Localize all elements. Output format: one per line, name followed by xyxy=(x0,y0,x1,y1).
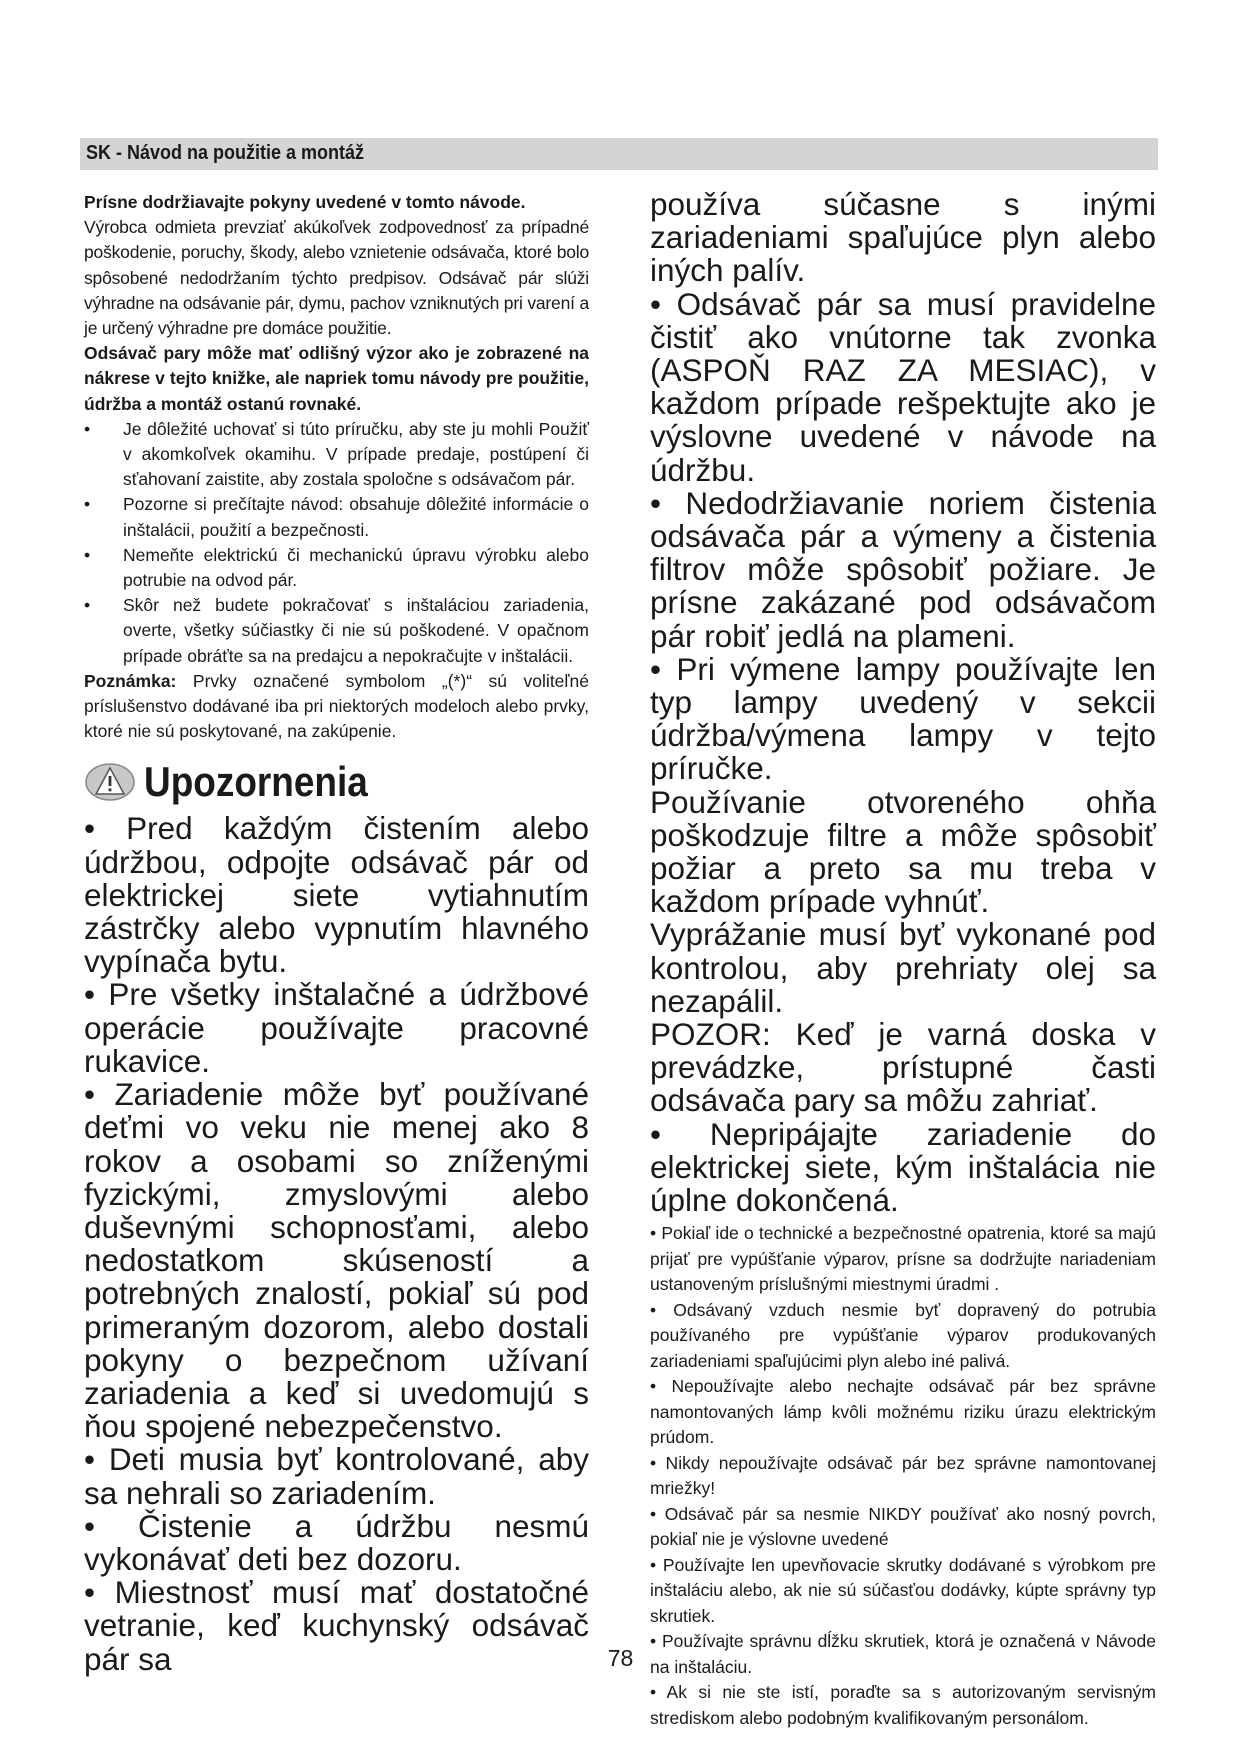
warnings-heading xyxy=(84,756,589,808)
bullet-icon: • xyxy=(84,595,91,616)
warning-paragraph: • Deti musia byť kontrolované, aby sa nehrali so zariadením. xyxy=(84,1441,589,1511)
section-title: SK - Návod na použitie a montáž xyxy=(86,142,365,164)
list-item-text: Je dôležité uchovať si túto príručku, aby ste ju mohli Použiť v akomkoľvek okamihu. V prípade predaje, postúpení či sťahovaní zaistite, aby zostala spoločne s odsávačom pár. xyxy=(123,418,589,490)
warning-paragraph: POZOR: Keď je varná doska v prevádzke, prístupné časti odsávača pary sa môžu zahriať. xyxy=(650,1016,1156,1119)
note-label: Poznámka: xyxy=(84,670,177,691)
list-item-text: Nemeňte elektrickú či mechanickú úpravu výrobku alebo potrubie na odvod pár. xyxy=(123,544,589,591)
warning-paragraph: • Pri výmene lampy používajte len typ lampy uvedený v sekcii údržba/výmena lampy v tejto príručke. xyxy=(650,650,1156,787)
warning-paragraph: používa súčasne s inými zariadeniami spaľujúce plyn alebo iných palív. xyxy=(650,186,1156,289)
warning-paragraph: • Čistenie a údržbu nesmú vykonávať deti bez dozoru. xyxy=(84,1507,589,1577)
safety-note: • Nepoužívajte alebo nechajte odsávač pár bez správne namontovaných lámp kvôli možnému riziku úrazu elektrickým prúdom. xyxy=(650,1376,1156,1448)
right-column xyxy=(650,188,1156,1731)
warning-paragraph: • Miestnosť musí mať dostatočné vetranie, keď kuchynský odsávač pár sa xyxy=(84,1574,589,1677)
safety-note: • Používajte len upevňovacie skrutky dodávané s výrobkom pre inštaláciu alebo, ak nie sú súčasťou dodávky, kúpte správny typ skrutiek. xyxy=(650,1554,1156,1626)
bullet-icon: • xyxy=(84,544,91,565)
safety-note: • Odsávač pár sa nesmie NIKDY používať ako nosný povrch, pokiaľ nie je výslovne uvedené xyxy=(650,1503,1156,1550)
warning-paragraph: • Nepripájajte zariadenie do elektrickej siete, kým inštalácia nie úplne dokončená. xyxy=(650,1115,1156,1219)
warning-paragraph: • Odsávač pár sa musí pravidelne čistiť ako vnútorne tak zvonka (ASPOŇ RAZ ZA MESIAC), v každom prípade rešpektujte ako je výslovne uvedené v návode na údržbu. xyxy=(650,285,1156,488)
intro-bold: Prísne dodržiavajte pokyny uvedené v tomto návode. xyxy=(84,192,526,212)
safety-note: • Odsávaný vzduch nesmie byť dopravený do potrubia používaného pre vypúšťanie výparov produkovaných zariadeniami spaľujúcimi plyn alebo iné palivá. xyxy=(650,1299,1156,1371)
warning-triangle-icon xyxy=(84,762,136,802)
bullet-icon: • xyxy=(84,418,91,439)
bullet-icon: • xyxy=(84,494,91,515)
warning-paragraph: • Nedodržiavanie noriem čistenia odsávača pár a výmeny a čistenia filtrov môže spôsobiť požiare. Je prísne zakázané pod odsávačom pár robiť jedlá na plameni. xyxy=(650,484,1156,654)
list-item-text: Skôr než budete pokračovať s inštaláciou zariadenia, overte, všetky súčiastky či nie sú poškodené. V opačnom prípade obráťte sa na predajcu a nepokračujte v inštalácii. xyxy=(123,595,589,666)
list-item-text: Pozorne si prečítajte návod: obsahuje dôležité informácie o inštalácii, použití a bezpečnosti. xyxy=(123,494,589,540)
appearance-note: Odsávač pary môže mať odlišný výzor ako je zobrazené na nákrese v tejto knižke, ale napriek tomu návody pre použitie, údržba a montáž ostanú rovnaké. xyxy=(84,343,589,414)
list-item xyxy=(84,593,589,669)
warning-paragraph: Používanie otvoreného ohňa poškodzuje filtre a môže spôsobiť požiar a preto sa mu treba v každom prípade vyhnúť. xyxy=(650,783,1156,920)
list-item xyxy=(84,492,589,542)
warnings-title: Upozornenia xyxy=(144,758,368,806)
section-header-bar xyxy=(80,138,1158,170)
left-column xyxy=(84,190,589,1676)
safety-note: • Nikdy nepoužívajte odsávač pár bez správne namontovanej mriežky! xyxy=(650,1452,1156,1499)
safety-note: • Pokiaľ ide o technické a bezpečnostné opatrenia, ktoré sa majú prijať pre vypúšťanie výparov, prísne sa dodržujte nariadeniam ustanoveným príslušnými miestnymi úradmi . xyxy=(650,1223,1156,1295)
list-item xyxy=(84,417,589,493)
warning-paragraph: • Pre všetky inštalačné a údržbové operácie používajte pracovné rukavice. xyxy=(84,976,589,1079)
warning-paragraph: • Pred každým čistením alebo údržbou, odpojte odsávač pár od elektrickej siete vytiahnutím zástrčky alebo vypnutím hlavného vypínača bytu. xyxy=(84,810,589,980)
warning-paragraph: Vyprážanie musí byť vykonané pod kontrolou, aby prehriaty olej sa nezapálil. xyxy=(650,916,1156,1019)
note-paragraph xyxy=(84,669,589,745)
safety-note: • Ak si nie ste istí, poraďte sa s autorizovaným servisným strediskom alebo podobným kvalifikovaným personálom. xyxy=(650,1682,1156,1728)
page-number: 78 xyxy=(607,1645,634,1671)
warning-paragraph: • Zariadenie môže byť používané deťmi vo veku nie menej ako 8 rokov a osobami so zníženými fyzickými, zmyslovými alebo duševnými schopnosťami, alebo nedostatkom skúseností a potrebných znalostí, pokiaľ sú pod primeraným dozorom, alebo dostali pokyny o bezpečnom užívaní zariadenia a keď si uvedomujú s ňou spojené nebezpečenstvo. xyxy=(84,1076,589,1445)
list-item xyxy=(84,543,589,593)
intro-text: Výrobca odmieta prevziať akúkoľvek zodpovednosť za prípadné poškodenie, poruchy, škody, alebo vznietenie odsávača, ktoré bolo spôsobené nedodržaním týchto predpisov. Odsávač pár slúži výhradne na odsávanie pár, dymu, pachov vzniknutých pri varení a je určený výhradne pre domáce použitie. xyxy=(84,217,589,339)
safety-note: • Používajte správnu dĺžku skrutiek, ktorá je označená v Návode na inštaláciu. xyxy=(650,1631,1156,1677)
note-text: Prvky označené symbolom „(*)“ sú voliteľné príslušenstvo dodávané iba pri niektorých modeloch alebo prvky, ktoré nie sú poskytované, na zakúpenie. xyxy=(84,670,589,742)
